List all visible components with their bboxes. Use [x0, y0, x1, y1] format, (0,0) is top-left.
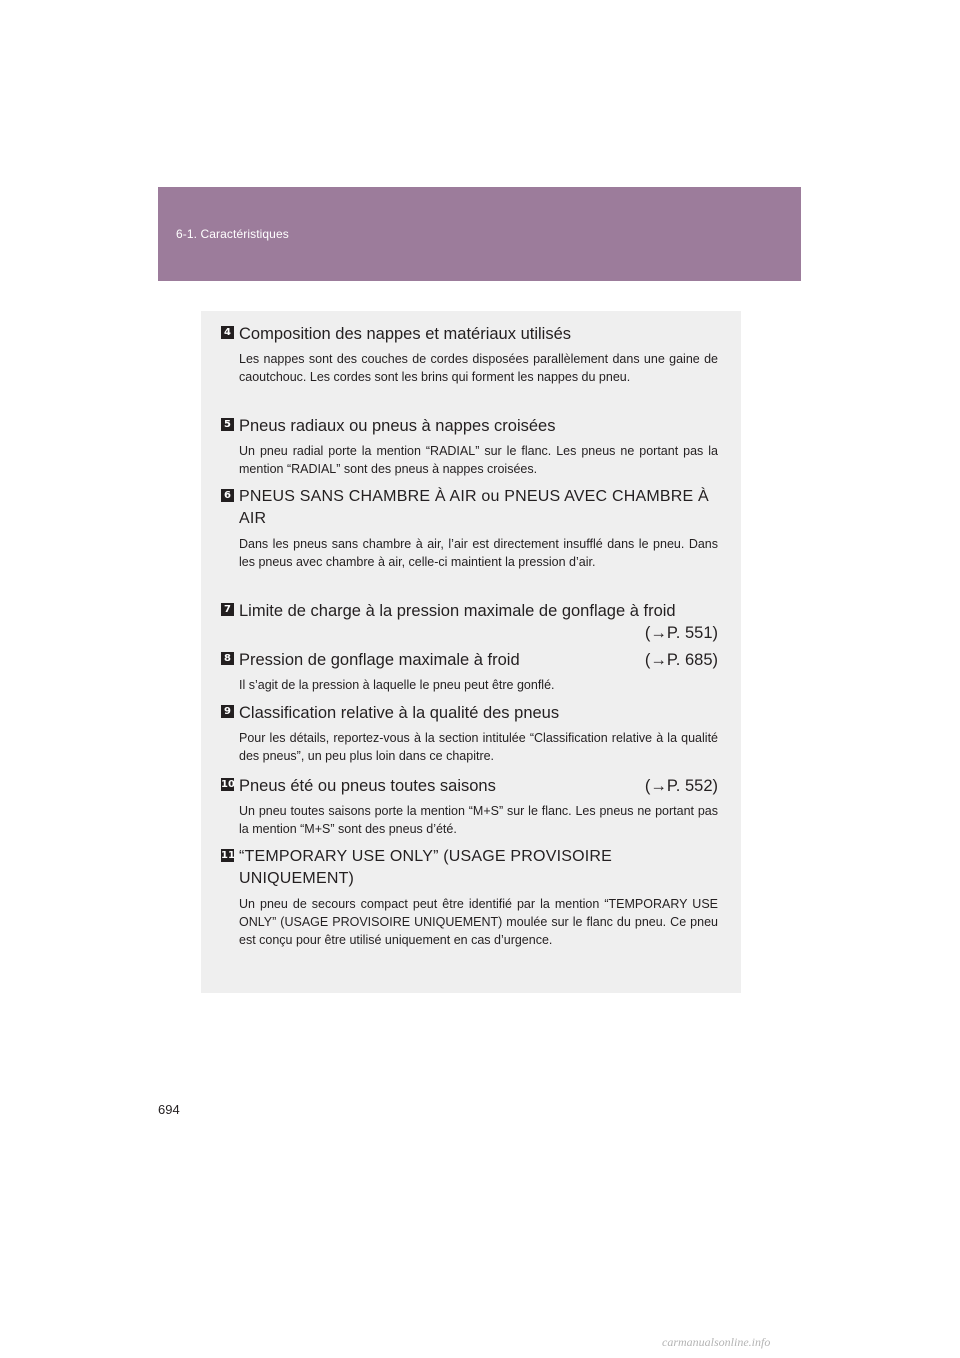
list-item	[222, 486, 718, 571]
item-description: Dans les pneus sans chambre à air, l’air est directement insufflé dans le pneu. Dans les pneus avec chambre à air, celle-ci maintient la pression d’air.	[239, 537, 718, 569]
page-number: 694	[158, 1102, 180, 1117]
number-marker-icon: 8	[221, 652, 234, 665]
number-marker-icon: 5	[221, 418, 234, 431]
item-heading-text: Limite de charge à la pression maximale de gonflage à froid	[239, 602, 676, 620]
number-marker-icon: 7	[221, 603, 234, 616]
item-heading: PNEUS SANS CHAMBRE À AIR ou PNEUS AVEC CHAMBRE À AIR	[239, 488, 709, 527]
item-heading: Composition des nappes et matériaux utilisés	[239, 325, 572, 343]
list-item	[222, 702, 718, 765]
number-marker-icon: 11	[221, 850, 235, 861]
item-heading: Pneus radiaux ou pneus à nappes croisées	[239, 417, 556, 435]
item-description: Les nappes sont des couches de cordes disposées parallèlement dans une gaine de caoutchouc. Les cordes sont les brins qui forment les nappes du pneu.	[239, 352, 718, 384]
item-heading	[239, 649, 718, 671]
number-marker-icon: 6	[221, 489, 234, 502]
tire-info-box	[201, 311, 741, 993]
item-heading-text: Pneus été ou pneus toutes saisons	[239, 777, 496, 795]
item-description: Un pneu radial porte la mention “RADIAL” sur le flanc. Les pneus ne portant pas la mention “RADIAL” sont des pneus à nappes croisées.	[239, 444, 718, 476]
item-heading	[239, 775, 718, 797]
item-heading	[239, 600, 718, 644]
item-heading-text: Pression de gonflage maximale à froid	[239, 651, 520, 669]
number-marker-icon: 10	[221, 779, 235, 790]
page-reference-link[interactable]: (→P. 552)	[644, 777, 718, 795]
page-reference-link[interactable]: (→P. 685)	[644, 651, 718, 669]
item-heading: Classification relative à la qualité des pneus	[239, 704, 560, 722]
item-description: Un pneu de secours compact peut être identifié par la mention “TEMPORARY USE ONLY” (USAGE PROVISOIRE UNIQUEMENT) moulée sur le flanc du pneu. Ce pneu est conçu pour être utilisé uniquement en cas d’urgence.	[239, 897, 718, 947]
list-item	[222, 846, 718, 949]
section-title: 6-1. Caractéristiques	[176, 227, 289, 241]
number-marker-icon: 9	[221, 705, 234, 718]
list-item	[222, 323, 718, 386]
section-header-bar	[158, 187, 801, 281]
list-item	[222, 775, 718, 838]
item-description: Il s’agit de la pression à laquelle le pneu peut être gonflé.	[239, 678, 555, 692]
page-reference-link[interactable]: (→P. 551)	[644, 624, 718, 642]
item-description: Pour les détails, reportez-vous à la section intitulée “Classification relative à la qualité des pneus”, un peu plus loin dans ce chapitre.	[239, 731, 718, 763]
list-item	[222, 600, 718, 644]
item-description: Un pneu toutes saisons porte la mention “M+S” sur le flanc. Les pneus ne portant pas la mention “M+S” sont des pneus d’été.	[239, 804, 718, 836]
list-item	[222, 415, 718, 478]
item-heading: “TEMPORARY USE ONLY” (USAGE PROVISOIRE UNIQUEMENT)	[239, 848, 613, 887]
number-marker-icon: 4	[221, 326, 234, 339]
watermark: carmanualsonline.info	[662, 1335, 771, 1349]
list-item	[222, 649, 718, 694]
